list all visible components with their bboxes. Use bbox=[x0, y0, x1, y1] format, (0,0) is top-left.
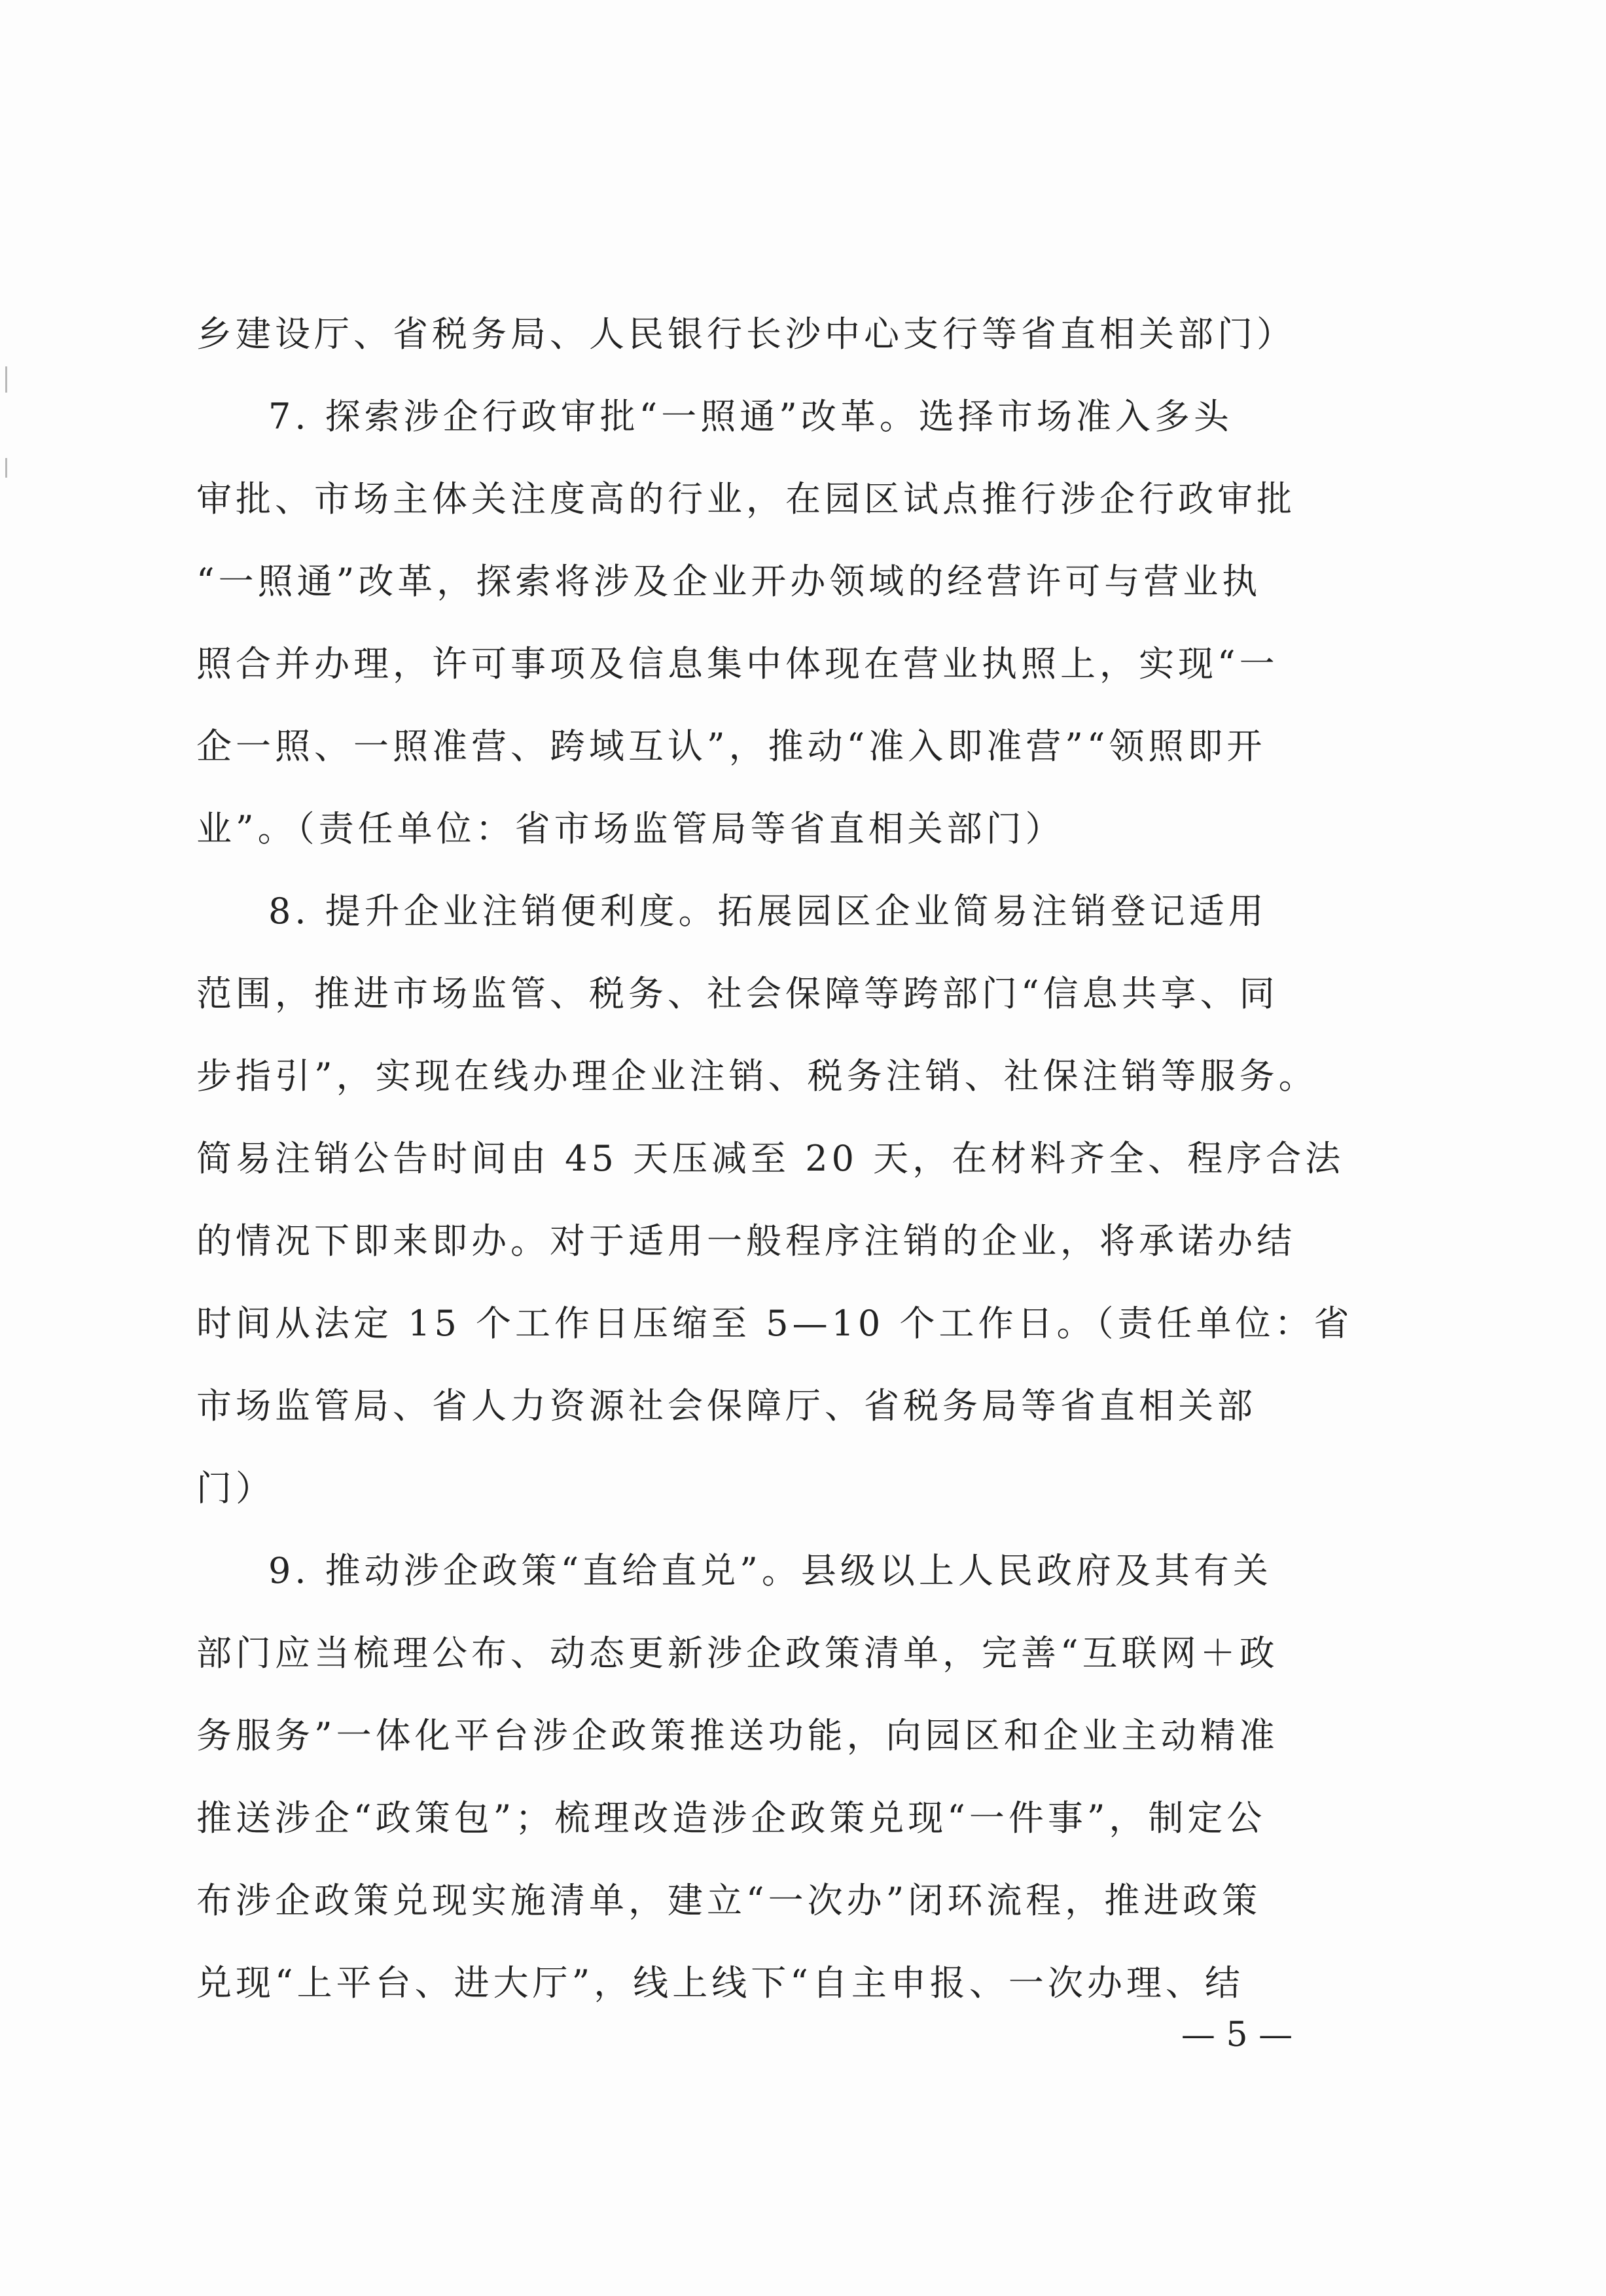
text-line: 门） bbox=[196, 1468, 275, 1509]
body-text bbox=[196, 293, 1355, 2024]
text-line: 企一照、一照准营、跨域互认”，推动“准入即准营”“领照即开 bbox=[196, 726, 1266, 767]
text-line: 审批、市场主体关注度高的行业，在园区试点推行涉企行政审批 bbox=[196, 478, 1296, 520]
text-line: 兑现“上平台、进大厅”，线上线下“自主申报、一次办理、结 bbox=[196, 1962, 1244, 2004]
text-line: 的情况下即来即办。对于适用一般程序注销的企业，将承诺办结 bbox=[196, 1220, 1296, 1262]
text-line: 市场监管局、省人力资源社会保障厅、省税务局等省直相关部 bbox=[196, 1385, 1257, 1426]
text-line: 业”。（责任单位：省市场监管局等省直相关部门） bbox=[196, 808, 1065, 849]
text-line: 7. 探索涉企行政审批“一照通”改革。选择市场准入多头 bbox=[268, 396, 1233, 437]
text-line: 照合并办理，许可事项及信息集中体现在营业执照上，实现“一 bbox=[196, 643, 1279, 684]
page-number: — 5 — bbox=[1181, 2015, 1293, 2055]
scan-artifact-mark bbox=[5, 458, 7, 478]
text-line: 范围，推进市场监管、税务、社会保障等跨部门“信息共享、同 bbox=[196, 973, 1279, 1014]
text-line: 步指引”，实现在线办理企业注销、税务注销、社保注销等服务。 bbox=[196, 1055, 1318, 1097]
text-line: 8. 提升企业注销便利度。拓展园区企业简易注销登记适用 bbox=[268, 891, 1268, 932]
text-line: 乡建设厅、省税务局、人民银行长沙中心支行等省直相关部门） bbox=[196, 313, 1296, 355]
text-line: 务服务”一体化平台涉企政策推送功能，向园区和企业主动精准 bbox=[196, 1715, 1279, 1756]
text-line: 推送涉企“政策包”；梳理改造涉企政策兑现“一件事”，制定公 bbox=[196, 1797, 1266, 1839]
text-line: 部门应当梳理公布、动态更新涉企政策清单，完善“互联网＋政 bbox=[196, 1633, 1279, 1674]
text-line: “一照通”改革，探索将涉及企业开办领域的经营许可与营业执 bbox=[196, 561, 1262, 602]
text-line: 简易注销公告时间由 45 天压减至 20 天，在材料齐全、程序合法 bbox=[196, 1138, 1345, 1179]
text-line: 9. 推动涉企政策“直给直兑”。县级以上人民政府及其有关 bbox=[268, 1550, 1272, 1591]
text-line: 时间从法定 15 个工作日压缩至 5—10 个工作日。（责任单位：省 bbox=[196, 1303, 1353, 1344]
scan-artifact-mark bbox=[5, 366, 7, 393]
text-line: 布涉企政策兑现实施清单，建立“一次办”闭环流程，推进政策 bbox=[196, 1880, 1262, 1921]
